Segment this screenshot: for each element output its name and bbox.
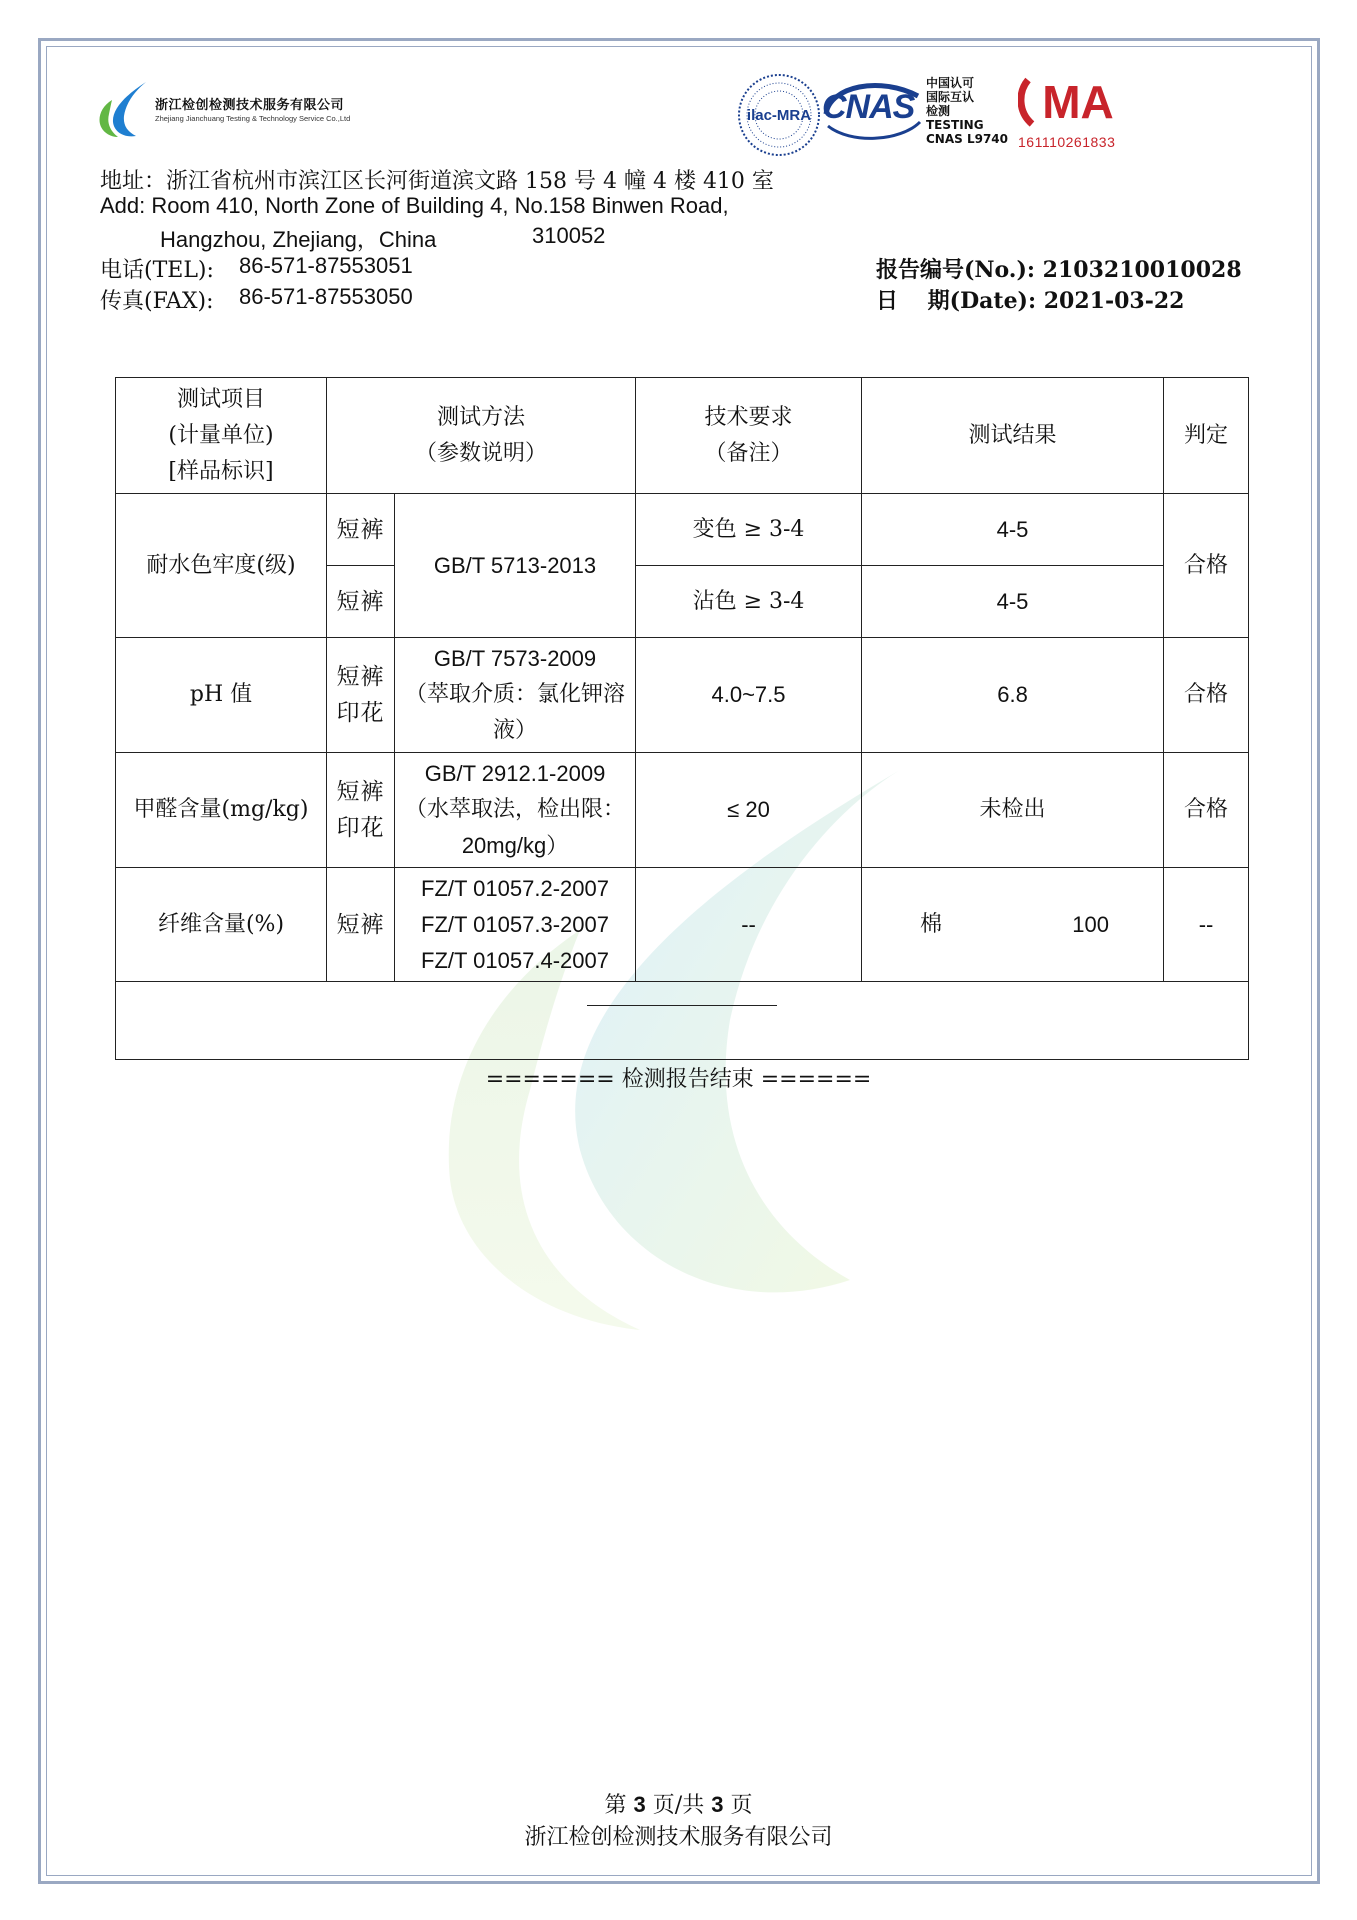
header-verdict: 判定: [1164, 378, 1249, 494]
requirement-cell: 变色 ≥ 3-4: [636, 494, 862, 566]
table-header-row: [116, 378, 1249, 494]
item-cell: 纤维含量(%): [116, 868, 327, 982]
footer-company: 浙江检创检测技术服务有限公司: [524, 1825, 833, 1850]
requirement-cell: ≤ 20: [636, 753, 862, 868]
requirement-cell: 4.0~7.5: [636, 638, 862, 753]
method-cell: GB/T 2912.1-2009 （水萃取法，检出限： 20mg/kg）: [395, 753, 636, 868]
table-row: [116, 868, 1249, 982]
result-cell: 6.8: [862, 638, 1164, 753]
verdict-cell: 合格: [1164, 753, 1249, 868]
verdict-cell: 合格: [1164, 494, 1249, 638]
report-number: 报告编号(No.): 2103210010028: [876, 257, 1242, 283]
tel-value: 86-571-87553051: [239, 253, 413, 278]
method-cell: GB/T 5713-2013: [395, 494, 636, 638]
table-row: [116, 753, 1249, 868]
sample-part-cell: 短裤 印花: [327, 753, 395, 868]
address-cn: 地址：浙江省杭州市滨江区长河街道滨文路 158 号 4 幢 4 楼 410 室: [100, 169, 774, 194]
requirement-cell: --: [636, 868, 862, 982]
cnas-cn-line3: 检测: [926, 104, 951, 118]
item-cell: 甲醛含量(mg/kg): [116, 753, 327, 868]
ilac-mra-icon: [736, 72, 822, 158]
fiber-name: 棉: [920, 911, 943, 937]
verdict-cell: 合格: [1164, 638, 1249, 753]
table-row: [116, 638, 1249, 753]
company-name-cn: 浙江检创检测技术服务有限公司: [155, 98, 345, 113]
blank-row: [116, 982, 1249, 1060]
header-requirement: 技术要求 （备注）: [636, 378, 862, 494]
postcode: 310052: [532, 223, 606, 248]
cnas-cn-line2: 国际互认: [926, 90, 975, 104]
result-cell: 4-5: [862, 494, 1164, 566]
sample-part-cell: 短裤: [327, 868, 395, 982]
company-name-en: Zhejiang Jianchuang Testing & Technology Service Co.,Ltd: [155, 114, 351, 123]
method-cell: GB/T 7573-2009 （萃取介质：氯化钾溶 液）: [395, 638, 636, 753]
fax-label: 传真(FAX):: [100, 289, 214, 314]
result-cell: 未检出: [862, 753, 1164, 868]
separator-line: [587, 1005, 777, 1006]
item-cell: 耐水色牢度(级): [116, 494, 327, 638]
cnas-cn-line1: 中国认可: [926, 76, 975, 90]
fax-value: 86-571-87553050: [239, 284, 413, 309]
result-cell: [862, 868, 1164, 982]
verdict-cell: --: [1164, 868, 1249, 982]
cnas-accreditation-text: [926, 76, 1008, 146]
page-total: 3: [711, 1792, 724, 1817]
result-cell: 4-5: [862, 566, 1164, 638]
sample-part-cell: 短裤: [327, 494, 395, 566]
cnas-number: CNAS L9740: [926, 132, 1009, 146]
fiber-percent: 100: [1072, 911, 1110, 937]
sample-part-cell: 短裤 印花: [327, 638, 395, 753]
cnas-testing: TESTING: [926, 118, 984, 132]
header-result: 测试结果: [862, 378, 1164, 494]
blank-cell: [116, 982, 1249, 1060]
cnas-label: CNAS: [822, 88, 915, 126]
tel-label: 电话(TEL):: [100, 258, 214, 283]
cma-icon: [1018, 72, 1130, 128]
company-logo-icon: [96, 80, 152, 138]
method-cell: FZ/T 01057.2-2007 FZ/T 01057.3-2007 FZ/T 01057.4-2007: [395, 868, 636, 982]
ilac-label: ilac-MRA: [746, 107, 812, 124]
address-en-line2: Hangzhou, Zhejiang，China: [160, 227, 437, 252]
page-number: 第 3 页/共 3 页: [604, 1792, 753, 1818]
results-table: [115, 377, 1249, 1060]
sample-part-cell: 短裤: [327, 566, 395, 638]
header-test-item: 测试项目 (计量单位) [样品标识]: [116, 378, 327, 494]
report-date: 日 期(Date): 2021-03-22: [876, 288, 1185, 314]
end-of-report-note: ======= 检测报告结束 ======: [485, 1067, 872, 1092]
address-en-line1: Add: Room 410, North Zone of Building 4, No.158 Binwen Road,: [100, 193, 729, 218]
header-test-method: 测试方法 （参数说明）: [327, 378, 636, 494]
requirement-cell: 沾色 ≥ 3-4: [636, 566, 862, 638]
cma-label: MA: [1042, 76, 1114, 128]
item-cell: pH 值: [116, 638, 327, 753]
page-current: 3: [633, 1792, 646, 1817]
table-row: [116, 494, 1249, 566]
cma-number: 161110261833: [1018, 134, 1116, 150]
